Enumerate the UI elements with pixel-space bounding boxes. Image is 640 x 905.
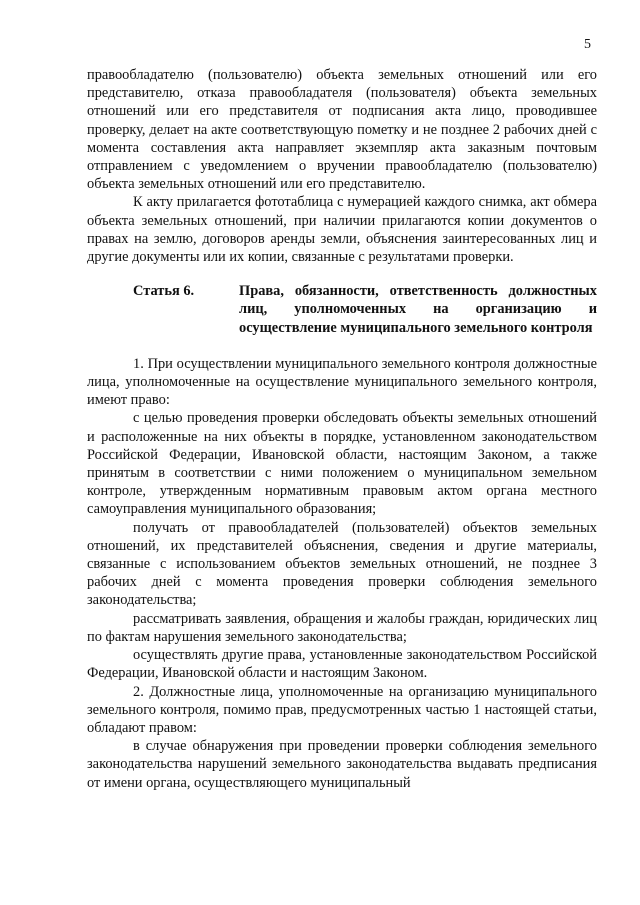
paragraph-p4: с целью проведения проверки обследовать объекты земельных отношений и расположенные на них объекты в порядке, установленном законодательством Российской Федерации, Ивановской области, настоящим Законом, а также принятым в соответствии с ними положением о муниципальном земельном контроле, утвержденным нормативным правовым актом органа местного самоуправления муниципального образования;	[87, 410, 597, 518]
document-body	[87, 66, 597, 792]
paragraph-p5: получать от правообладателей (пользователей) объектов земельных отношений, их представителей объяснения, сведения и другие материалы, связанные с использованием объектов земельных отношений, не позднее 3 рабочих дней с момента проведения проверки соблюдения земельного законодательства;	[87, 519, 597, 609]
page-number: 5	[584, 37, 591, 52]
paragraphs-after-article	[87, 355, 597, 792]
paragraph-p3: 1. При осуществлении муниципального земельного контроля должностные лица, уполномоченные на осуществление муниципального земельного контроля, имеют право:	[87, 355, 597, 409]
article-title: Права, обязанности, ответственность должностных лиц, уполномоченных на организацию и осуществление муниципального земельного контроля	[239, 283, 597, 336]
paragraphs-before-article	[87, 66, 597, 266]
paragraph-p8: 2. Должностные лица, уполномоченные на организацию муниципального земельного контроля, помимо прав, предусмотренных частью 1 настоящей статьи, обладают правом:	[87, 683, 597, 736]
paragraph-p7: осуществлять другие права, установленные законодательством Российской Федерации, Ивановской области и настоящим Законом.	[87, 647, 597, 682]
article-heading	[87, 282, 597, 337]
paragraph-p2: К акту прилагается фототаблица с нумерацией каждого снимка, акт обмера объекта земельных отношений, при наличии прилагаются копии документов о правах на землю, договоров аренды земли, объяснения заинтересованных лиц и другие документы или их копии, связанные с результатами проверки.	[87, 194, 597, 266]
paragraph-p6: рассматривать заявления, обращения и жалобы граждан, юридических лиц по фактам нарушения земельного законодательства;	[87, 610, 597, 645]
paragraph-p9: в случае обнаружения при проведении проверки соблюдения земельного законодательства нарушений земельного законодательства выдавать предписания от имени органа, осуществляющего муниципальный	[87, 738, 597, 791]
paragraph-p1: правообладателю (пользователю) объекта земельных отношений или его представителю, отказа правообладателя (пользователя) объекта земельных отношений или его представителя от подписания акта лицо, проводившее проверку, делает на акте соответствующую пометку и не позднее 2 рабочих дней с момента составления акта направляет экземпляр акта заказным почтовым отправлением с уведомлением о вручении правообладателю (пользователю) объекта земельных отношений или его представителю.	[87, 67, 597, 193]
article-label: Статья 6.	[133, 283, 195, 300]
